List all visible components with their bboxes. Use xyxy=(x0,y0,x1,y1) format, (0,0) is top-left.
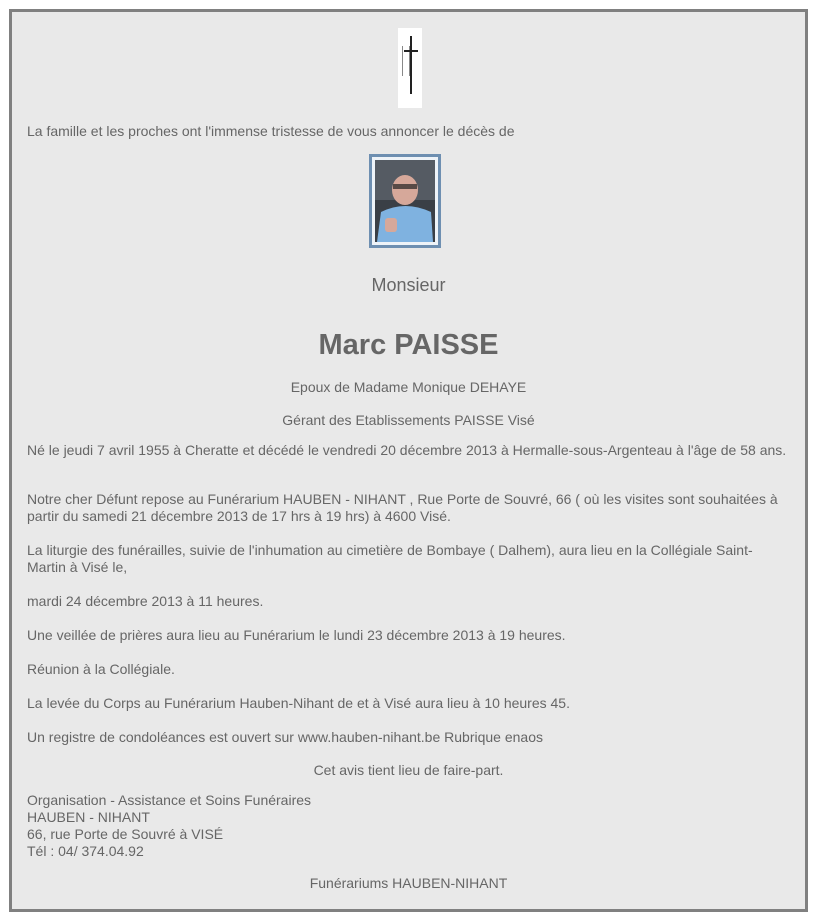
notice-line: Cet avis tient lieu de faire-part. xyxy=(313,762,504,778)
cross-icon xyxy=(398,28,422,108)
levee-paragraph: La levée du Corps au Funérarium Hauben-Nihant de et à Visé aura lieu à 10 heures 45. xyxy=(27,695,570,711)
birth-paragraph: Né le jeudi 7 avril 1955 à Cheratte et décédé le vendredi 20 décembre 2013 à Hermalle-sous-Argenteau à l'âge de 58 ans. xyxy=(27,442,787,458)
organisation-address: 66, rue Porte de Souvré à VISÉ xyxy=(27,826,224,842)
obituary-card xyxy=(9,9,808,912)
honorific: Monsieur xyxy=(371,275,446,295)
meeting-paragraph: Réunion à la Collégiale. xyxy=(27,661,175,677)
organisation-name: HAUBEN - NIHANT xyxy=(27,809,150,825)
organisation-line: Organisation - Assistance et Soins Funéraires xyxy=(27,792,312,808)
register-paragraph: Un registre de condoléances est ouvert sur www.hauben-nihant.be Rubrique enaos xyxy=(27,729,543,745)
liturgy-paragraph: La liturgie des funérailles, suivie de l'inhumation au cimetière de Bombaye ( Dalhem), aura lieu en la Collégiale Saint-Martin à Visé le, xyxy=(27,542,753,575)
organisation-phone: Tél : 04/ 374.04.92 xyxy=(27,843,144,859)
funeral-date: mardi 24 décembre 2013 à 11 heures. xyxy=(27,593,264,609)
spouse-line: Epoux de Madame Monique DEHAYE xyxy=(290,379,527,395)
vigil-paragraph: Une veillée de prières aura lieu au Funérarium le lundi 23 décembre 2013 à 19 heures. xyxy=(27,627,566,643)
rest-paragraph: Notre cher Défunt repose au Funérarium HAUBEN - NIHANT , Rue Porte de Souvré, 66 ( où les visites sont souhaitées à partir du samedi 21 décembre 2013 de 17 hrs à 19 hrs) à 4600 Visé. xyxy=(27,491,778,524)
organisation-block xyxy=(27,792,787,860)
intro-text: La famille et les proches ont l'immense tristesse de vous annoncer le décès de xyxy=(27,123,515,139)
deceased-photo xyxy=(369,154,441,248)
role-line: Gérant des Etablissements PAISSE Visé xyxy=(282,412,535,428)
footer-signature: Funérariums HAUBEN-NIHANT xyxy=(309,875,508,891)
deceased-name: Marc PAISSE xyxy=(318,329,499,361)
